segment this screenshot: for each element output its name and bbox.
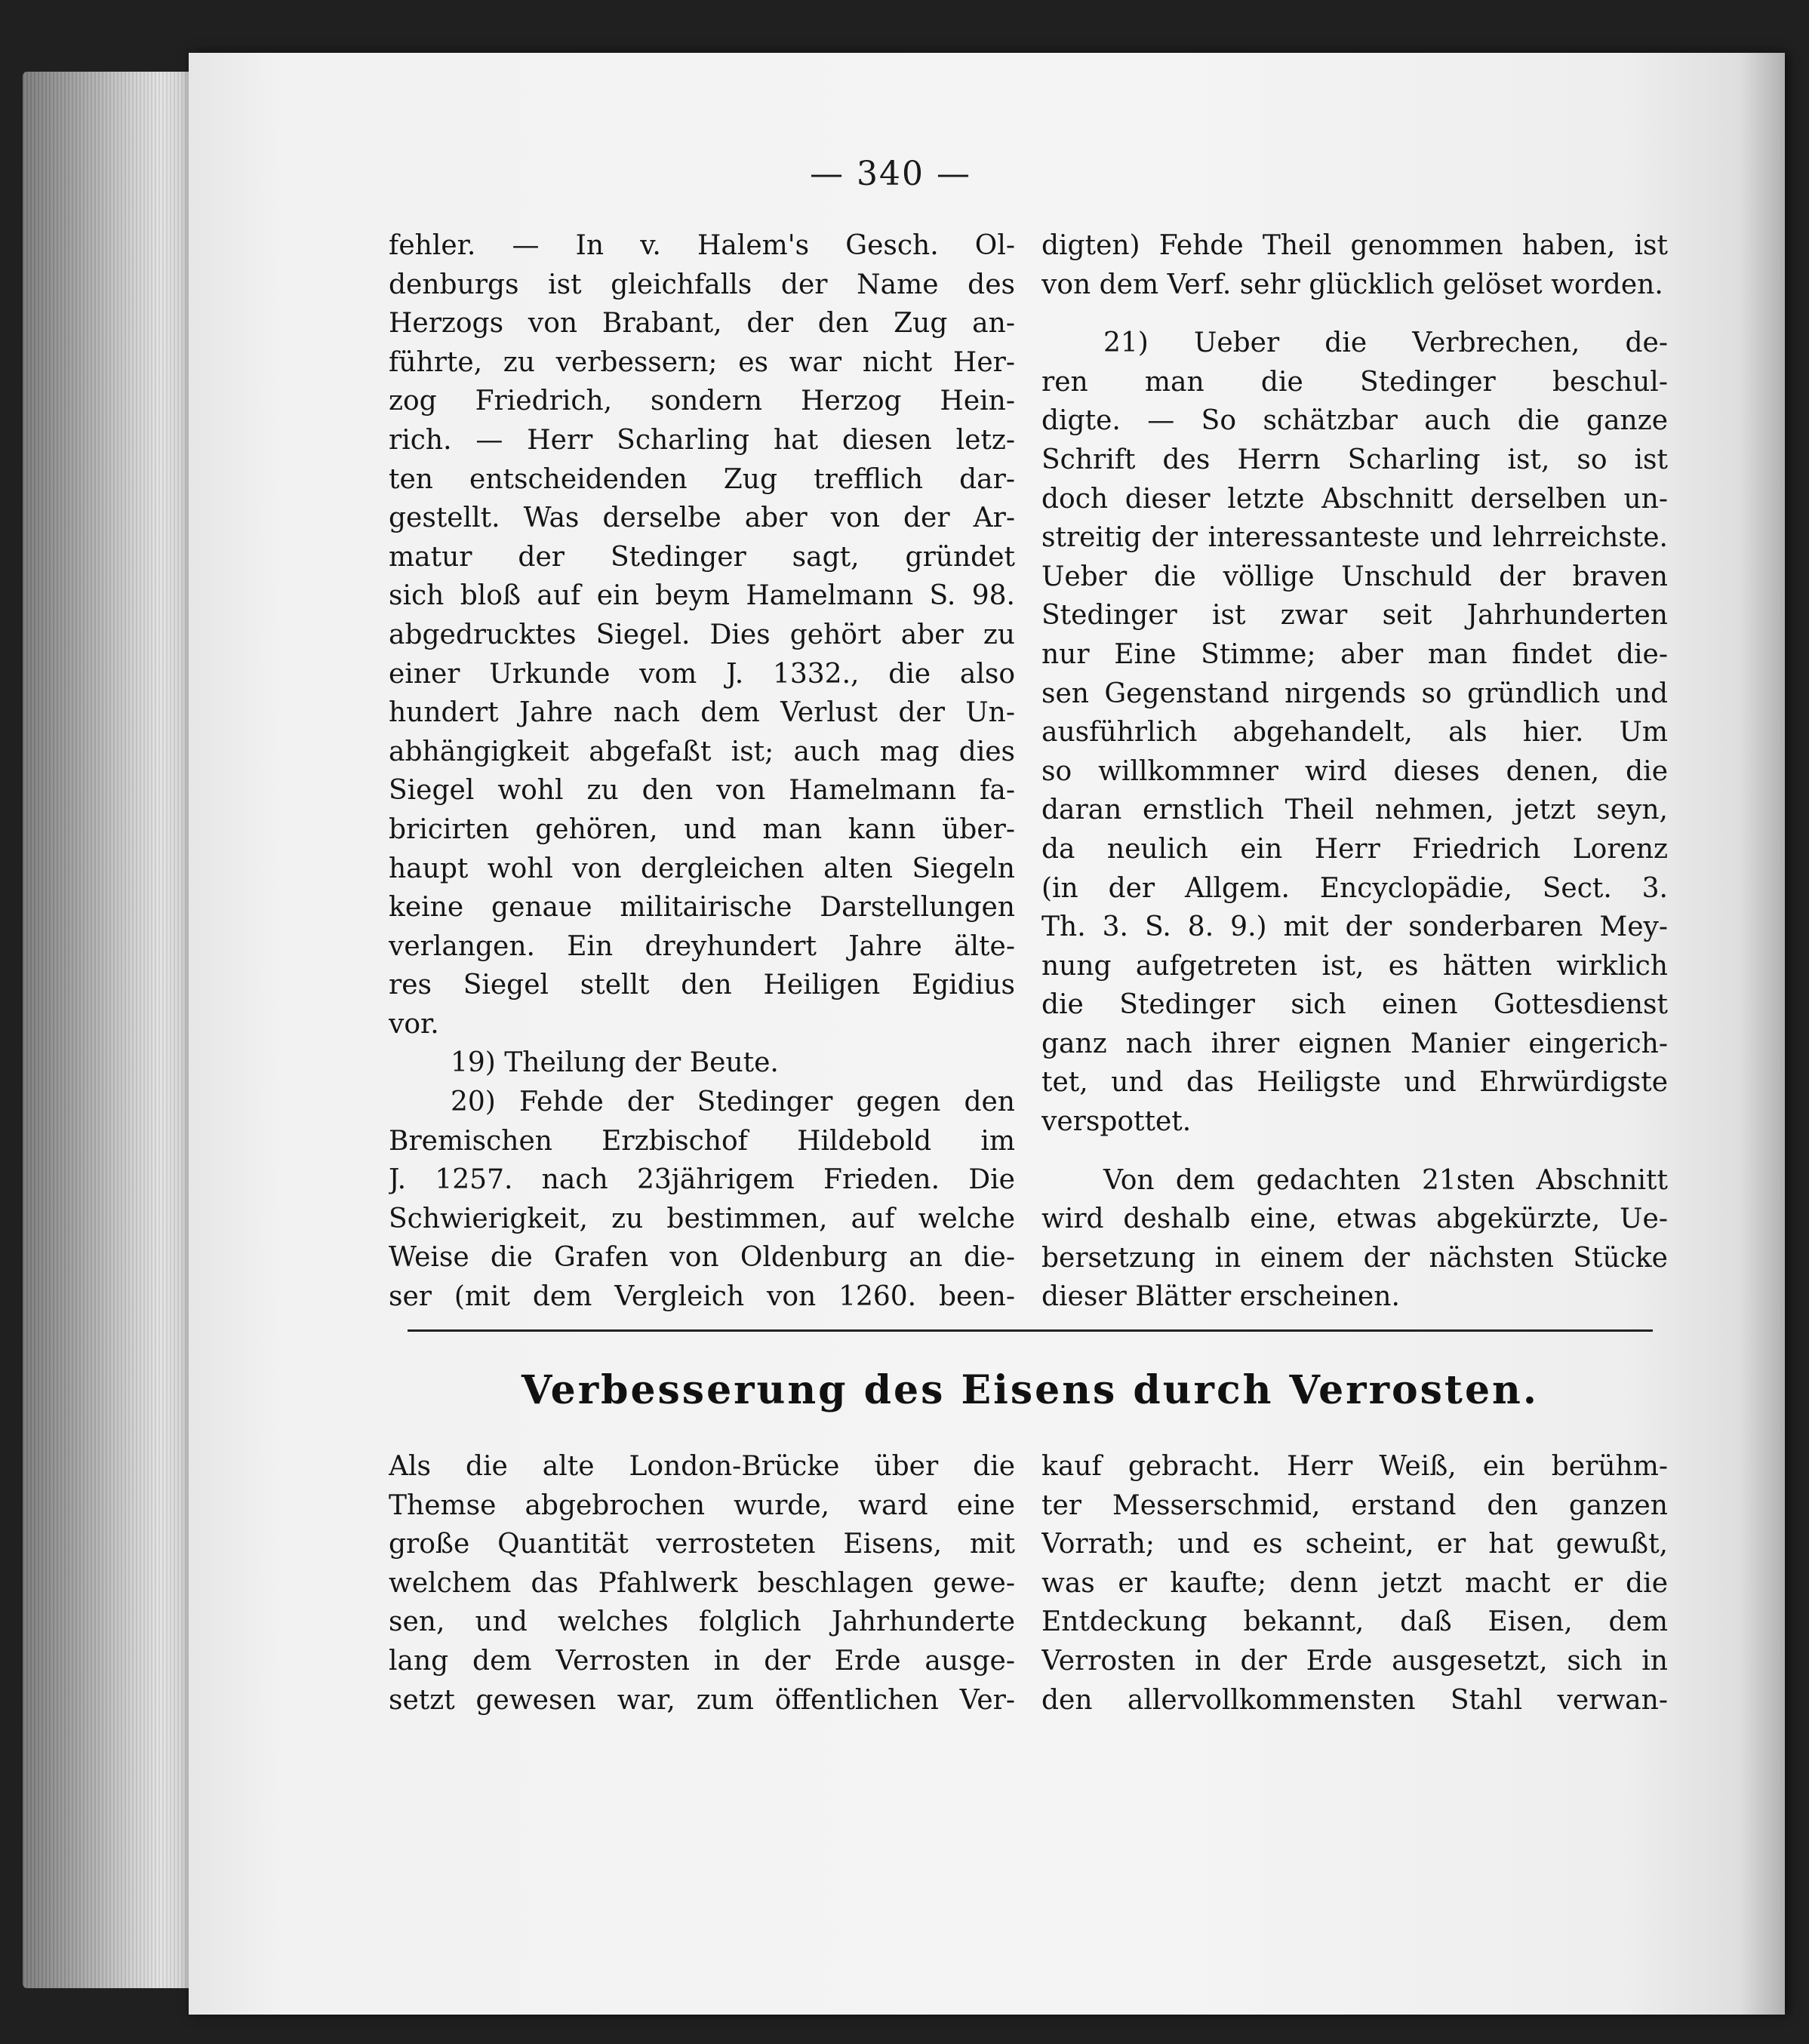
- text-line: setzt gewesen war, zum öffentlichen Ver-: [389, 1684, 1015, 1716]
- text-line: daran ernstlich Theil nehmen, jetzt seyn,: [1041, 795, 1668, 826]
- text-line: Schwierigkeit, zu bestimmen, auf welche: [389, 1203, 1015, 1234]
- text-line: ganz nach ihrer eignen Manier eingerich-: [1041, 1028, 1668, 1059]
- section-divider: [408, 1329, 1653, 1332]
- text-line: hundert Jahre nach dem Verlust der Un-: [389, 697, 1015, 729]
- text-line: Verrosten in der Erde ausgesetzt, sich in: [1041, 1645, 1668, 1677]
- text-line: so willkommner wird dieses denen, die: [1041, 755, 1668, 787]
- text-line: Siegel wohl zu den von Hamelmann fa-: [389, 775, 1015, 807]
- article-left-column: [389, 1447, 1015, 1720]
- section-heading-19: 19) Theilung der Beute.: [451, 1047, 779, 1079]
- right-column: [1041, 226, 1668, 1317]
- article-right-column: [1041, 1447, 1668, 1720]
- paragraph-gap: [1041, 1142, 1668, 1161]
- text-line: ter Messerschmid, erstand den ganzen: [1041, 1489, 1668, 1521]
- text-line: große Quantität verrosteten Eisens, mit: [389, 1529, 1015, 1560]
- text-line: gestellt. Was derselbe aber von der Ar-: [389, 503, 1015, 534]
- text-line: bersetzung in einem der nächsten Stücke: [1041, 1242, 1668, 1274]
- text-line: was er kaufte; denn jetzt macht er die: [1041, 1567, 1668, 1599]
- text-line: denburgs ist gleichfalls der Name des: [389, 269, 1015, 300]
- text-line: Th. 3. S. 8. 9.) mit der sonderbaren Mey-: [1041, 911, 1668, 943]
- text-line: welchem das Pfahlwerk beschlagen gewe-: [389, 1567, 1015, 1599]
- text-line: dieser Blätter erscheinen.: [1041, 1281, 1400, 1313]
- text-line: Themse abgebrochen wurde, ward eine: [389, 1489, 1015, 1521]
- text-line: einer Urkunde vom J. 1332., die also: [389, 658, 1015, 690]
- text-line: sich bloß auf ein beym Hamelmann S. 98.: [389, 580, 1015, 612]
- text-line: ser (mit dem Vergleich von 1260. been-: [389, 1281, 1015, 1313]
- text-line: verlangen. Ein dreyhundert Jahre älte-: [389, 930, 1015, 962]
- text-line: nur Eine Stimme; aber man findet die-: [1041, 638, 1668, 670]
- text-line: die Stedinger sich einen Gottesdienst: [1041, 989, 1668, 1021]
- text-line: keine genaue militairische Darstellungen: [389, 892, 1015, 924]
- text-line: haupt wohl von dergleichen alten Siegeln: [389, 853, 1015, 884]
- text-line: ausführlich abgehandelt, als hier. Um: [1041, 717, 1668, 748]
- text-line: wird deshalb eine, etwas abgekürzte, Ue-: [1041, 1203, 1668, 1235]
- text-line: (in der Allgem. Encyclopädie, Sect. 3.: [1041, 872, 1668, 904]
- text-line: Vorrath; und es scheint, er hat gewußt,: [1041, 1529, 1668, 1560]
- left-column: [389, 226, 1015, 1317]
- text-line: zog Friedrich, sondern Herzog Hein-: [389, 386, 1015, 417]
- text-line: Ueber die völlige Unschuld der braven: [1041, 561, 1668, 592]
- text-line: ten entscheidenden Zug trefflich dar-: [389, 463, 1015, 495]
- text-line: Herzogs von Brabant, der den Zug an-: [389, 308, 1015, 340]
- text-line: doch dieser letzte Abschnitt derselben un-: [1041, 483, 1668, 515]
- text-line: streitig der interessanteste und lehrreichste.: [1041, 522, 1668, 554]
- text-line: rich. — Herr Scharling hat diesen letz-: [389, 424, 1015, 456]
- text-line: nung aufgetreten ist, es hätten wirklich: [1041, 950, 1668, 982]
- text-line: kauf gebracht. Herr Weiß, ein berühm-: [1041, 1451, 1668, 1482]
- text-line: Weise die Grafen von Oldenburg an die-: [389, 1242, 1015, 1274]
- text-line: Von dem gedachten 21sten Abschnitt: [1103, 1164, 1668, 1196]
- text-line: Bremischen Erzbischof Hildebold im: [389, 1125, 1015, 1157]
- text-line: da neulich ein Herr Friedrich Lorenz: [1041, 833, 1668, 865]
- text-line: lang dem Verrosten in der Erde ausge-: [389, 1645, 1015, 1677]
- text-line: abgedrucktes Siegel. Dies gehört aber zu: [389, 619, 1015, 650]
- text-line: abhängigkeit abgefaßt ist; auch mag dies: [389, 736, 1015, 767]
- gutter-shadow: [1740, 53, 1785, 2015]
- text-line: führte, zu verbessern; es war nicht Her-: [389, 346, 1015, 378]
- text-line: fehler. — In v. Halem's Gesch. Ol-: [389, 230, 1015, 261]
- text-line: ren man die Stedinger beschul-: [1041, 366, 1668, 398]
- text-line: tet, und das Heiligste und Ehrwürdigste: [1041, 1067, 1668, 1099]
- text-line: Stedinger ist zwar seit Jahrhunderten: [1041, 600, 1668, 632]
- text-line: vor.: [389, 1008, 439, 1040]
- text-line: res Siegel stellt den Heiligen Egidius: [389, 970, 1015, 1001]
- text-line: sen, und welches folglich Jahrhunderte: [389, 1606, 1015, 1638]
- text-line: sen Gegenstand nirgends so gründlich und: [1041, 678, 1668, 709]
- section-heading-21: 21) Ueber die Verbrechen, de-: [1103, 327, 1668, 359]
- text-line: 20) Fehde der Stedinger gegen den: [451, 1087, 1015, 1118]
- text-line: Schrift des Herrn Scharling ist, so ist: [1041, 444, 1668, 475]
- text-line: digten) Fehde Theil genommen haben, ist: [1041, 230, 1668, 261]
- text-line: Entdeckung bekannt, daß Eisen, dem: [1041, 1606, 1668, 1638]
- page-number: — 340 —: [810, 155, 971, 193]
- text-line: J. 1257. nach 23jährigem Frieden. Die: [389, 1164, 1015, 1196]
- text-line: verspottet.: [1041, 1106, 1192, 1138]
- text-line: bricirten gehören, und man kann über-: [389, 813, 1015, 845]
- text-line: Als die alte London-Brücke über die: [389, 1451, 1015, 1482]
- text-line: digte. — So schätzbar auch die ganze: [1041, 405, 1668, 437]
- text-line: den allervollkommensten Stahl verwan-: [1041, 1684, 1668, 1716]
- text-line: von dem Verf. sehr glücklich gelöset worden.: [1041, 269, 1663, 300]
- article-heading: Verbesserung des Eisens durch Verrosten.: [521, 1367, 1539, 1413]
- text-line: matur der Stedinger sagt, gründet: [389, 541, 1015, 573]
- paragraph-gap: [1041, 304, 1668, 324]
- page-edges: [23, 72, 208, 1988]
